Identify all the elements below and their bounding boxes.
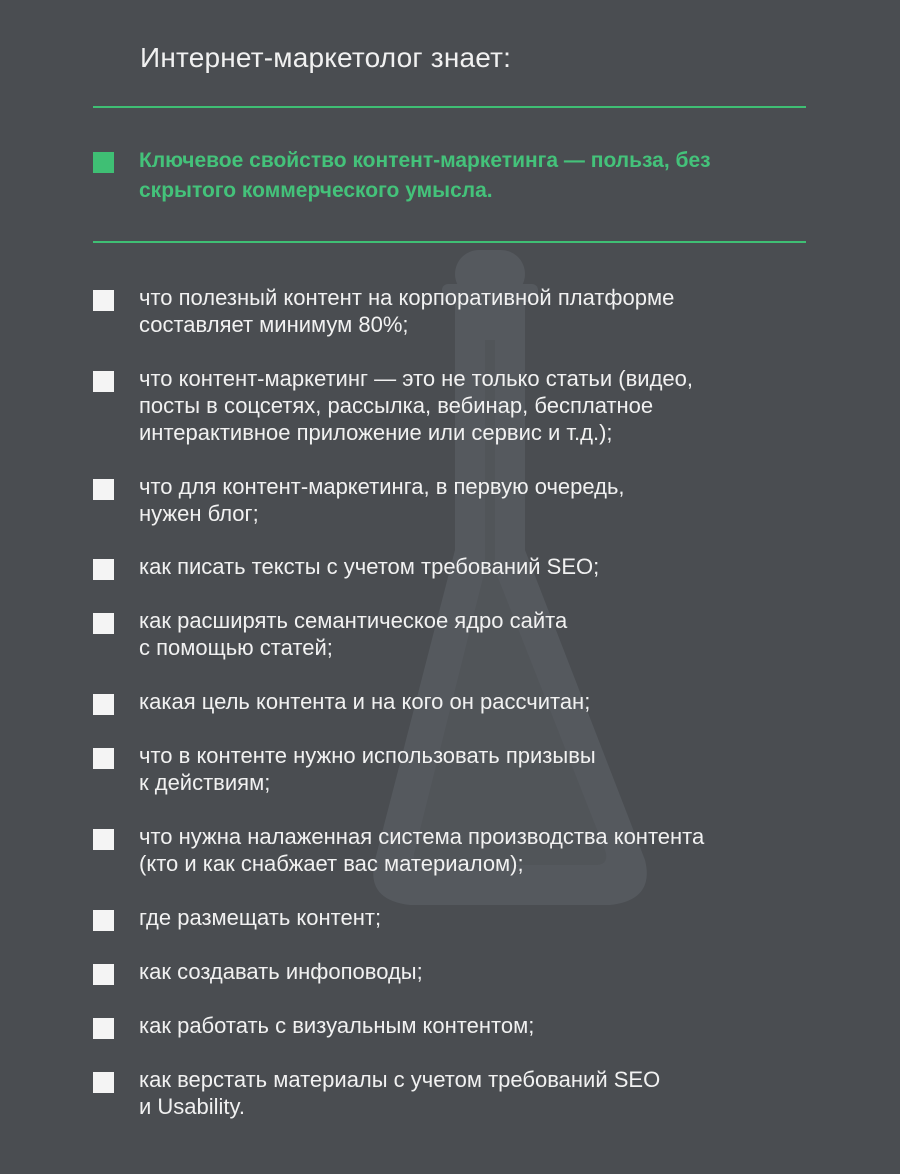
list-item-text: что в контенте нужно использовать призывы к действиям; (139, 743, 596, 795)
checkbox-square-icon (93, 694, 114, 715)
green-square-icon (93, 152, 114, 173)
checkbox-square-icon (93, 1072, 114, 1093)
page-title: Интернет-маркетолог знает: (140, 42, 512, 73)
key-point-text: Ключевое свойство контент-маркетинга — польза, без скрытого коммерческого умысла. (139, 149, 711, 202)
checkbox-square-icon (93, 748, 114, 769)
list-item-text: как расширять семантическое ядро сайта с помощью статей; (139, 608, 568, 660)
list-item-text: что полезный контент на корпоративной платформе составляет минимум 80%; (139, 285, 675, 337)
list-item-text: какая цель контента и на кого он рассчитан; (139, 689, 591, 714)
flask-watermark-icon (360, 250, 660, 910)
bottom-divider (93, 241, 806, 243)
top-divider (93, 106, 806, 108)
list-item-text: как верстать материалы с учетом требований SEO и Usability. (139, 1067, 661, 1119)
checkbox-square-icon (93, 371, 114, 392)
list-item-text: что контент-маркетинг — это не только статьи (видео, посты в соцсетях, рассылка, вебинар, бесплатное интерактивное приложение или сервис и т.д.); (139, 366, 694, 445)
list-item-text: как работать с визуальным контентом; (139, 1013, 535, 1038)
checkbox-square-icon (93, 613, 114, 634)
checkbox-square-icon (93, 829, 114, 850)
checkbox-square-icon (93, 479, 114, 500)
checkbox-square-icon (93, 290, 114, 311)
list-item-text: где размещать контент; (139, 905, 382, 930)
checkbox-square-icon (93, 964, 114, 985)
list-item-text: что нужна налаженная система производства контента (кто и как снабжает вас материалом); (139, 824, 705, 876)
list-item-text: что для контент-маркетинга, в первую очередь, нужен блог; (139, 474, 625, 526)
checkbox-square-icon (93, 1018, 114, 1039)
checkbox-square-icon (93, 910, 114, 931)
list-item-text: как создавать инфоповоды; (139, 959, 423, 984)
checkbox-square-icon (93, 559, 114, 580)
list-item-text: как писать тексты с учетом требований SEO; (139, 554, 600, 579)
